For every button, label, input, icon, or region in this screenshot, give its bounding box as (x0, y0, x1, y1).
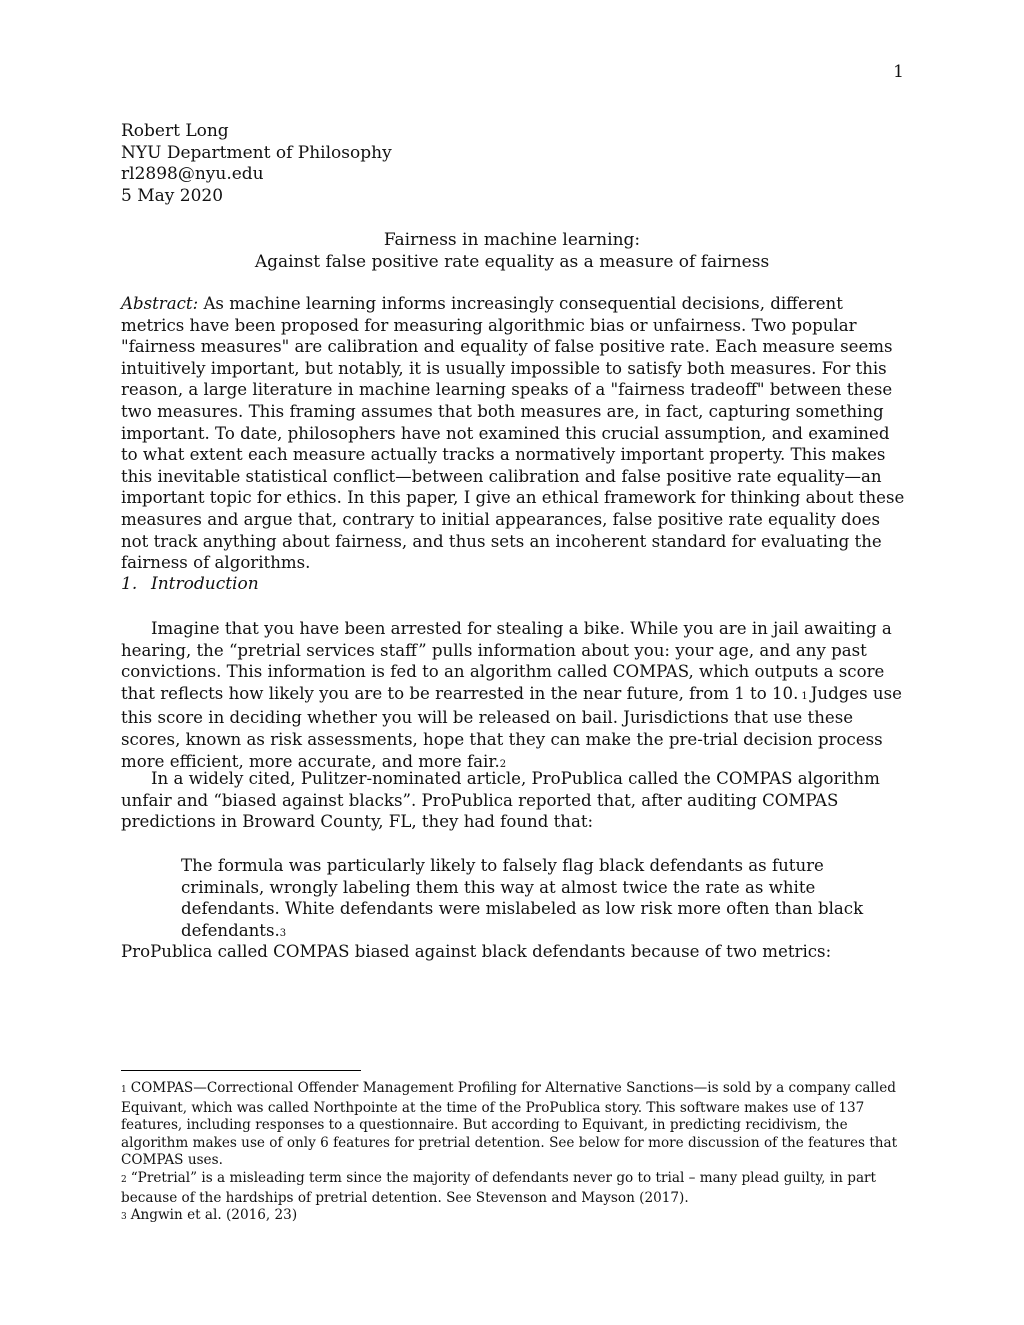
abstract-label: Abstract: (121, 294, 199, 313)
section-heading (121, 574, 259, 595)
section-number: 1. (121, 574, 138, 594)
title-line-2: Against false positive rate equality as a measure of fairness (254, 251, 770, 272)
footnote-ref-1[interactable]: 1 (801, 690, 808, 702)
footnote-2-text: “Pretrial” is a misleading term since the majority of defendants never go to trial – many plead guilty, in part because of the hardships of pretrial detention. See Stevenson and Mayson (2017). (121, 1169, 877, 1206)
paper-title (121, 230, 903, 273)
footnote-divider (121, 1070, 361, 1071)
lead-line: ProPublica called COMPAS biased against black defendants because of two metrics: (121, 942, 832, 961)
author-name: Robert Long (121, 121, 229, 141)
abstract-text: As machine learning informs increasingly consequential decisions, different metrics have been proposed for measuring algorithmic bias or unfairness. Two popular "fairness measures" are calibration and equality of false positive rate. Each measure seems intuitively important, but notably, it is usually impossible to satisfy both measures. For this reason, a large literature in machine learning speaks of a "fairness tradeoff" between these two measures. This framing assumes that both measures are, in fact, capturing something important. To date, philosophers have not examined this crucial assumption, and examined to what extent each measure actually tracks a normatively important property. This makes this inevitable statistical conflict—between calibration and false positive rate equality—an important topic for ethics. In this paper, I give an ethical framework for thinking about these measures and argue that, contrary to initial appearances, false positive rate equality does not track anything about fairness, and thus sets an incoherent standard for evaluating the fairness of algorithms. (121, 294, 905, 573)
footnote-1-number: 1 (121, 1085, 127, 1095)
footnote-ref-3[interactable]: 3 (279, 927, 287, 939)
block-quote (181, 855, 871, 944)
abstract (121, 293, 907, 574)
author-block (121, 121, 392, 207)
paragraph-1-text-a: Imagine that you have been arrested for stealing a bike. While you are in jail awaiting a hearing, the “pretrial services staff” pulls information about you: your age, and any past convictions. This information is fed to an algorithm called COMPAS, which outputs a score that reflects how likely you are to be rearrested in the near future, from 1 to 10. (121, 619, 892, 703)
block-quote-text: The formula was particularly likely to falsely flag black defendants as future criminals, wrongly labeling them this way at almost twice the rate as white defendants. White defendants were mislabeled as low risk more often than black defendants. (181, 856, 864, 940)
footnote-2-number: 2 (121, 1174, 127, 1185)
footnote-ref-2[interactable]: 2 (499, 758, 507, 770)
footnote-3-number: 3 (121, 1212, 127, 1223)
author-email: rl2898@nyu.edu (121, 164, 264, 184)
footnotes (121, 1080, 907, 1227)
author-department: NYU Department of Philosophy (121, 142, 392, 163)
footnote-3 (121, 1207, 907, 1227)
footnote-2 (121, 1170, 907, 1207)
footnote-1-text: COMPAS—Correctional Offender Management Profiling for Alternative Sanctions—is sold by a company called Equivant, which was called Northpointe at the time of the ProPublica story. This software makes use of 137 features, including responses to a questionnaire. But according to Equivant, in predicting recidivism, the algorithm makes use of only 6 features for pretrial detention. See below for more discussion of the features that COMPAS uses. (121, 1080, 898, 1169)
section-title: Introduction (151, 574, 259, 594)
paragraph-1 (121, 618, 907, 775)
footnote-1 (121, 1080, 907, 1170)
page-number: 1 (893, 62, 904, 82)
title-line-1: Fairness in machine learning: (383, 230, 641, 250)
author-date: 5 May 2020 (121, 185, 224, 206)
footnote-3-text: Angwin et al. (2016, 23) (130, 1207, 298, 1224)
paragraph-2: In a widely cited, Pulitzer-nominated article, ProPublica called the COMPAS algorithm unfair and “biased against blacks”. ProPublica reported that, after auditing COMPAS predictions in Broward County, FL, they had found that: (121, 769, 880, 832)
paragraph-1-text-b: Judges use this score in deciding whether you will be released on bail. Jurisdictions that use these scores, known as risk assessments, hope that they can make the pre-trial decision process more efficient, more accurate, and more fair. (121, 683, 902, 771)
